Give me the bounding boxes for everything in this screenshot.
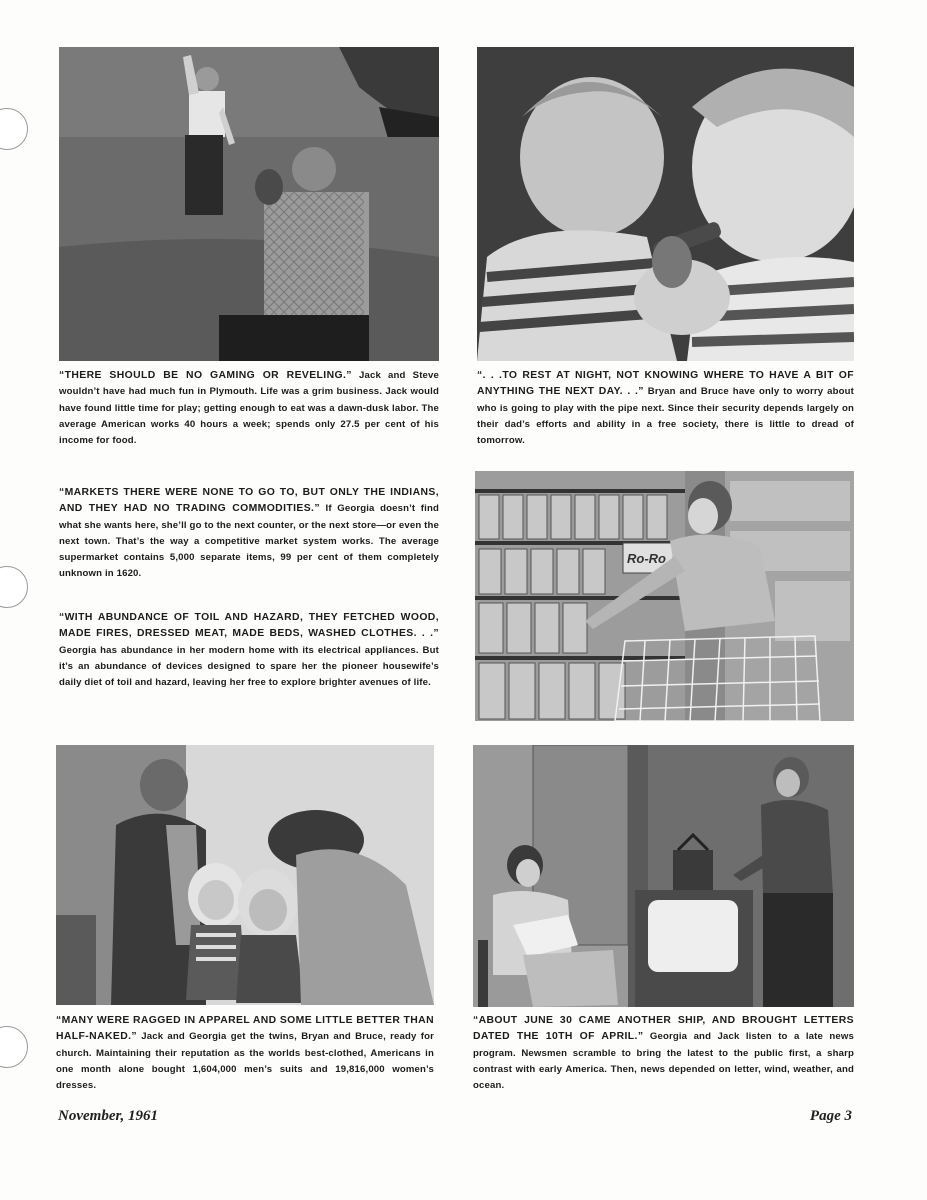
caption-lead: “MARKETS THERE WERE NONE TO GO TO, BUT ONLY THE INDIANS, AND THEY HAD NO TRADING COMMODITIES.”: [59, 487, 439, 515]
caption-twins-pipe: [477, 368, 854, 449]
caption-body: Bryan and Bruce have only to worry about who is going to play with the pipe next. Since their security depends largely on their dad’s efforts and ability in a free society, there is little to dread of tomorrow.: [477, 386, 854, 447]
caption-body: Jack and Steve wouldn’t have had much fun in Plymouth. Life was a grim business. Jack would have found little time for play; getting enough to eat was a dawn-dusk labor. The average American works 40 hours a week; spends only 27.5 per cent of his income for food.: [59, 370, 439, 447]
photo-twins-with-pipe: [477, 47, 854, 361]
caption-body: If Georgia doesn’t find what she wants here, she’ll go to the next counter, or the next store—or even the next town. That’s the way a competitive market system works. The average supermarket contains 5,000 separate items, 99 per cent of them completely unknown in 1620.: [59, 503, 439, 580]
caption-letters-news: [473, 1013, 854, 1094]
caption-lead: “WITH ABUNDANCE OF TOIL AND HAZARD, THEY FETCHED WOOD, MADE FIRES, DRESSED MEAT, MADE BEDS, WASHED CLOTHES. . .”: [59, 612, 439, 640]
caption-lead: “. . .TO REST AT NIGHT, NOT KNOWING WHERE TO HAVE A BIT OF ANYTHING THE NEXT DAY. . .”: [477, 370, 854, 398]
caption-lead: “ABOUT JUNE 30 CAME ANOTHER SHIP, AND BROUGHT LETTERS DATED THE 10TH OF APRIL.”: [473, 1015, 854, 1043]
caption-playing-catch: [59, 368, 439, 449]
caption-body: Georgia and Jack listen to a late news program. Newsmen scramble to bring the latest to the public first, a sharp contrast with early America. Then, news depended on letter, wind, weather, and ocean.: [473, 1031, 854, 1092]
photo-couple-listening-news: [473, 745, 854, 1007]
binder-hole-top: [0, 108, 28, 150]
photo-supermarket-shopping: [475, 471, 854, 721]
caption-markets: [59, 485, 439, 583]
photo-family-ready-for-church: [56, 745, 434, 1005]
caption-body: Georgia has abundance in her modern home with its electrical appliances. But it’s an abundance of devices designed to spare her the pioneer housewife’s daily diet of toil and hazard, leaving her free to explore brighter avenues of life.: [59, 644, 439, 689]
footer-page-number: Page 3: [809, 1108, 852, 1124]
caption-body: Jack and Georgia get the twins, Bryan and Bruce, ready for church. Maintaining their reputation as the worlds best-clothed, Americans in one month alone bought 1,604,000 men’s suits and 19,816,000 women’s dresses.: [56, 1031, 434, 1092]
caption-toil-hazard: [59, 610, 439, 691]
caption-ragged-apparel: [56, 1013, 434, 1094]
binder-hole-bottom: [0, 1026, 28, 1068]
binder-hole-middle: [0, 566, 28, 608]
caption-lead: “THERE SHOULD BE NO GAMING OR REVELING.”: [59, 370, 352, 381]
caption-lead: “MANY WERE RAGGED IN APPAREL AND SOME LITTLE BETTER THAN HALF-NAKED.”: [56, 1015, 434, 1043]
footer-date: November, 1961: [58, 1108, 158, 1124]
photo-father-son-playing-catch: [59, 47, 439, 361]
box-label-text: Ro-Ro: [627, 551, 666, 566]
